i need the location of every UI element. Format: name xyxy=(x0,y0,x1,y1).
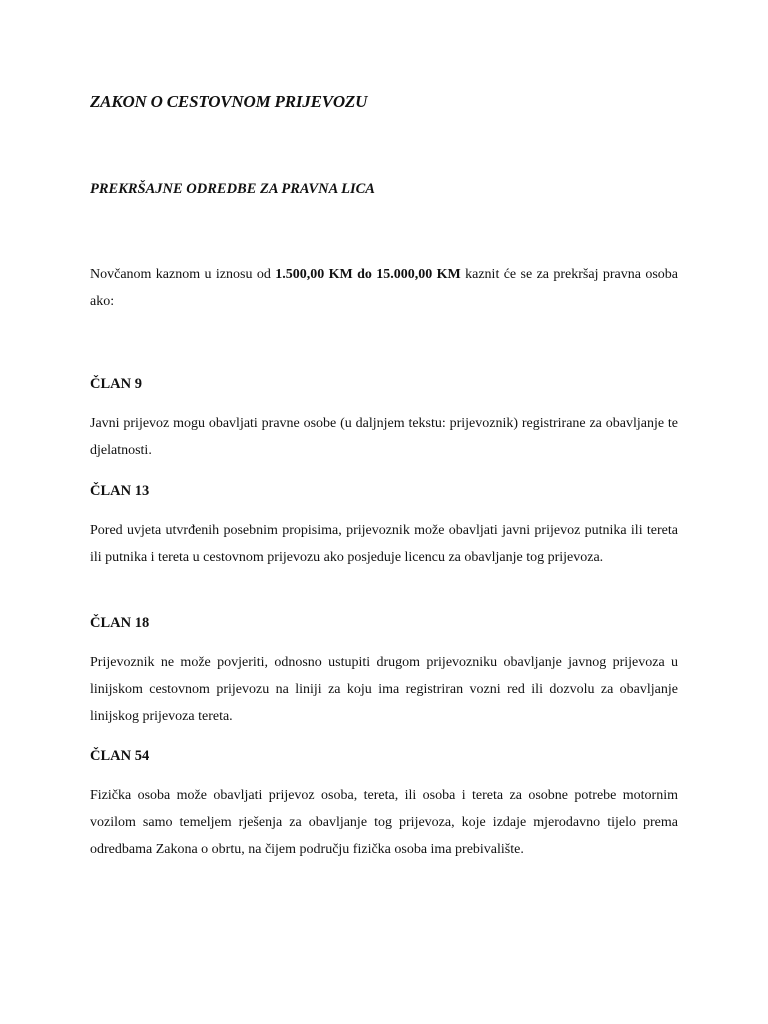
document-subtitle: PREKRŠAJNE ODREDBE ZA PRAVNA LICA xyxy=(90,181,375,197)
article-text: Pored uvjeta utvrđenih posebnim propisima, prijevoznik može obavljati javni prijevoz putnika ili tereta ili putnika i tereta u cestovnom prijevozu ako posjeduje licencu za obavljanje tog prijevoza. xyxy=(90,523,678,565)
article-heading: ČLAN 18 xyxy=(90,615,150,631)
article-text: Prijevoznik ne može povjeriti, odnosno ustupiti drugom prijevozniku obavljanje javnog prijevoza u linijskom cestovnom prijevozu na liniji za koju ima registriran vozni red ili dozvolu za obavljanje linijskog prijevoza tereta. xyxy=(90,655,678,724)
article-heading: ČLAN 9 xyxy=(90,376,142,392)
article-text: Javni prijevoz mogu obavljati pravne osobe (u daljnjem tekstu: prijevoznik) registrirane za obavljanje te djelatnosti. xyxy=(90,416,678,458)
article-text: Fizička osoba može obavljati prijevoz osoba, tereta, ili osoba i tereta za osobne potrebe motornim vozilom samo temeljem rješenja za obavljanje tog prijevoza, koje izdaje mjerodavno tijelo prema odredbama Zakona o obrtu, na čijem području fizička osoba ima prebivalište. xyxy=(90,788,678,857)
article-heading: ČLAN 54 xyxy=(90,748,150,764)
document-title: ZAKON O CESTOVNOM PRIJEVOZU xyxy=(90,92,368,111)
intro-text-before: Novčanom kaznom u iznosu od xyxy=(90,267,276,282)
fine-amount: 1.500,00 KM do 15.000,00 KM xyxy=(275,267,461,282)
article-heading: ČLAN 13 xyxy=(90,483,150,499)
intro-paragraph xyxy=(90,261,678,315)
intro-text-after: kaznit će se za prekršaj pravna osoba ako: xyxy=(90,267,678,309)
